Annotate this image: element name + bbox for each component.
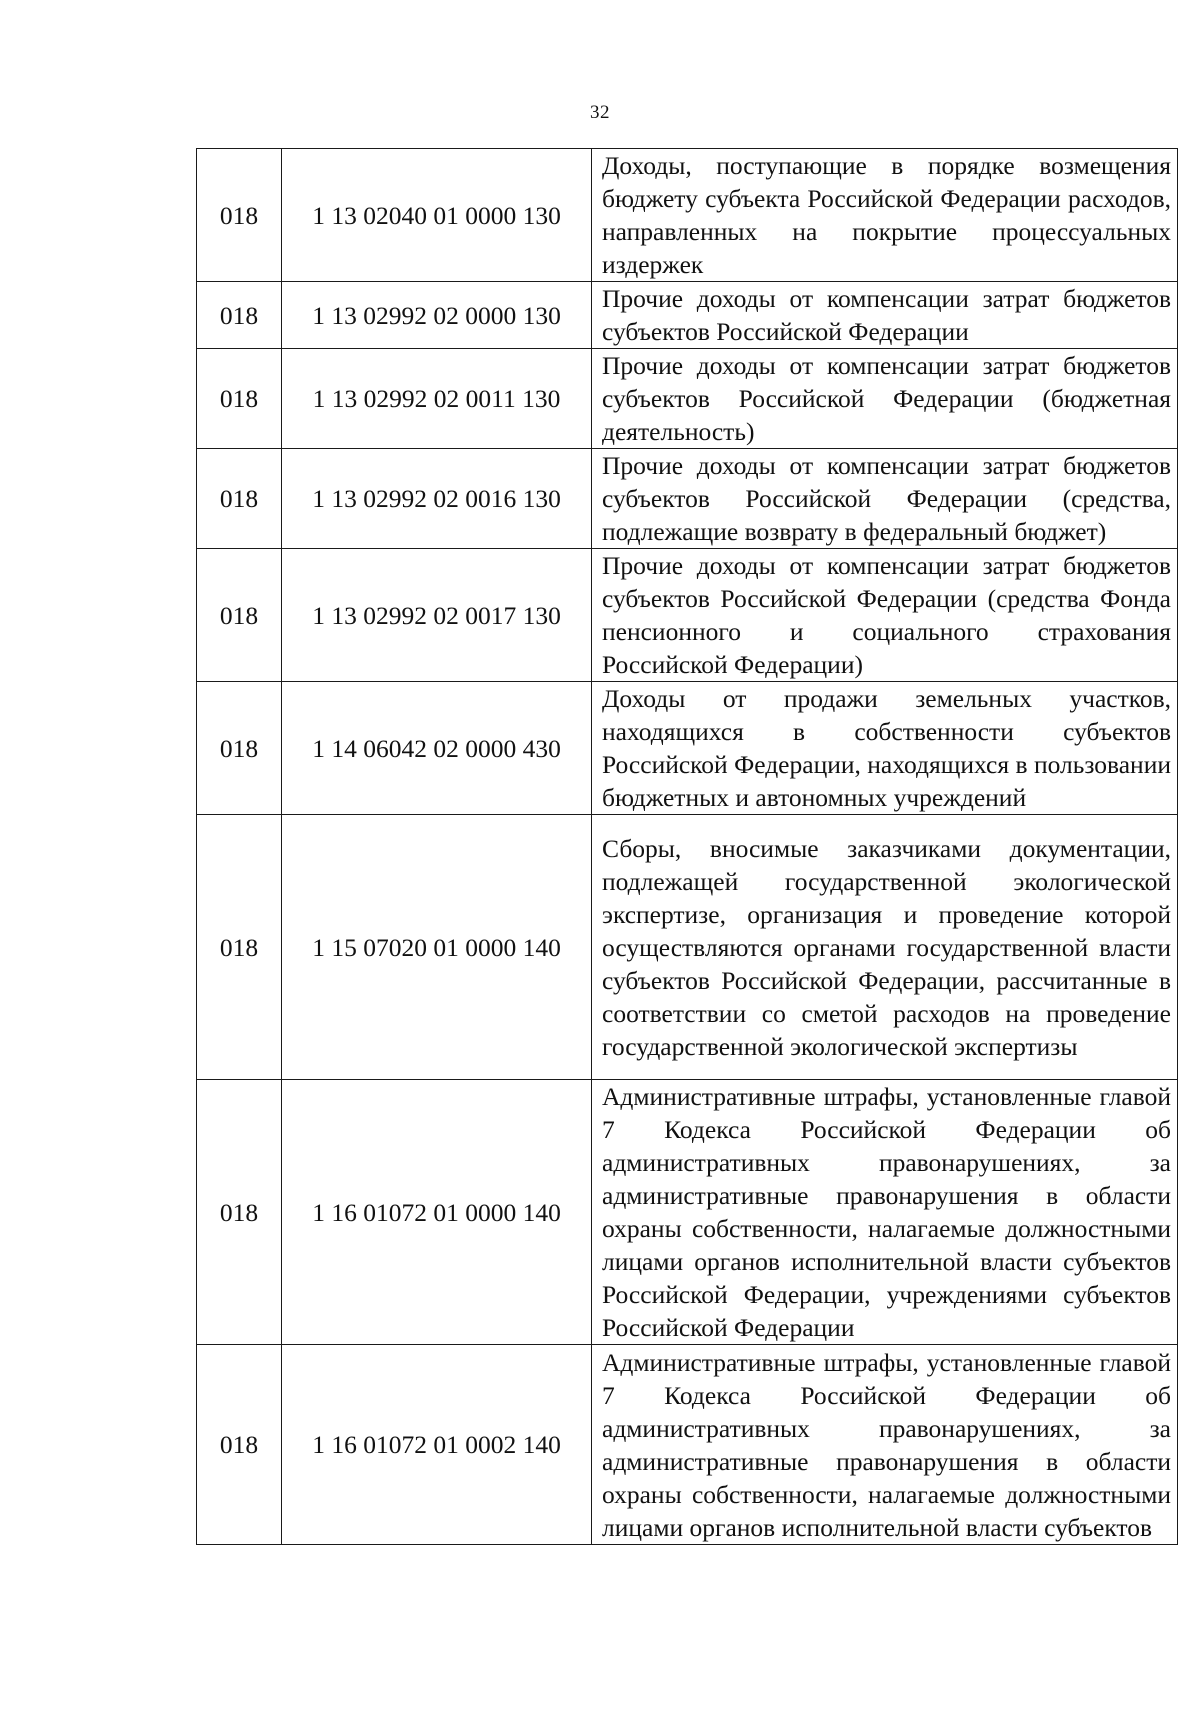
admin-code-cell: 018	[197, 549, 282, 682]
table-row	[197, 549, 1178, 682]
table-row	[197, 815, 1178, 1080]
table-row	[197, 1080, 1178, 1345]
table-row	[197, 682, 1178, 815]
description-cell: Административные штрафы, установленные главой 7 Кодекса Российской Федерации об административных правонарушениях, за административные правонарушения в области охраны собственности, налагаемые должностными лицами органов исполнительной власти субъектов Российской Федерации, учреждениями субъектов Российской Федерации	[592, 1080, 1178, 1345]
budget-code-cell: 1 13 02992 02 0017 130	[282, 549, 592, 682]
description-cell: Прочие доходы от компенсации затрат бюджетов субъектов Российской Федерации (бюджетная деятельность)	[592, 349, 1178, 449]
admin-code-cell: 018	[197, 815, 282, 1080]
admin-code-cell: 018	[197, 1345, 282, 1545]
budget-code-cell: 1 15 07020 01 0000 140	[282, 815, 592, 1080]
admin-code-cell: 018	[197, 282, 282, 349]
budget-code-cell: 1 16 01072 01 0002 140	[282, 1345, 592, 1545]
table-row	[197, 1345, 1178, 1545]
revenue-codes-table	[196, 148, 1178, 1545]
description-cell: Доходы от продажи земельных участков, находящихся в собственности субъектов Российской Федерации, находящихся в пользовании бюджетных и автономных учреждений	[592, 682, 1178, 815]
description-cell: Административные штрафы, установленные главой 7 Кодекса Российской Федерации об административных правонарушениях, за административные правонарушения в области охраны собственности, налагаемые должностными лицами органов исполнительной власти субъектов	[592, 1345, 1178, 1545]
admin-code-cell: 018	[197, 449, 282, 549]
budget-code-cell: 1 13 02992 02 0000 130	[282, 282, 592, 349]
budget-code-cell: 1 13 02040 01 0000 130	[282, 149, 592, 282]
description-cell: Сборы, вносимые заказчиками документации, подлежащей государственной экологической экспертизе, организация и проведение которой осуществляются органами государственной власти субъектов Российской Федерации, рассчитанные в соответствии со сметой расходов на проведение государственной экологической экспертизы	[592, 815, 1178, 1080]
budget-code-cell: 1 16 01072 01 0000 140	[282, 1080, 592, 1345]
table-row	[197, 349, 1178, 449]
page-number: 32	[590, 102, 610, 123]
table-row	[197, 449, 1178, 549]
budget-code-cell: 1 13 02992 02 0011 130	[282, 349, 592, 449]
admin-code-cell: 018	[197, 1080, 282, 1345]
table-row	[197, 149, 1178, 282]
admin-code-cell: 018	[197, 682, 282, 815]
description-cell: Прочие доходы от компенсации затрат бюджетов субъектов Российской Федерации (средства Фонда пенсионного и социального страхования Российской Федерации)	[592, 549, 1178, 682]
table-row	[197, 282, 1178, 349]
admin-code-cell: 018	[197, 149, 282, 282]
budget-code-cell: 1 14 06042 02 0000 430	[282, 682, 592, 815]
description-cell: Доходы, поступающие в порядке возмещения бюджету субъекта Российской Федерации расходов, направленных на покрытие процессуальных издержек	[592, 149, 1178, 282]
description-cell: Прочие доходы от компенсации затрат бюджетов субъектов Российской Федерации (средства, подлежащие возврату в федеральный бюджет)	[592, 449, 1178, 549]
description-cell: Прочие доходы от компенсации затрат бюджетов субъектов Российской Федерации	[592, 282, 1178, 349]
admin-code-cell: 018	[197, 349, 282, 449]
budget-code-cell: 1 13 02992 02 0016 130	[282, 449, 592, 549]
